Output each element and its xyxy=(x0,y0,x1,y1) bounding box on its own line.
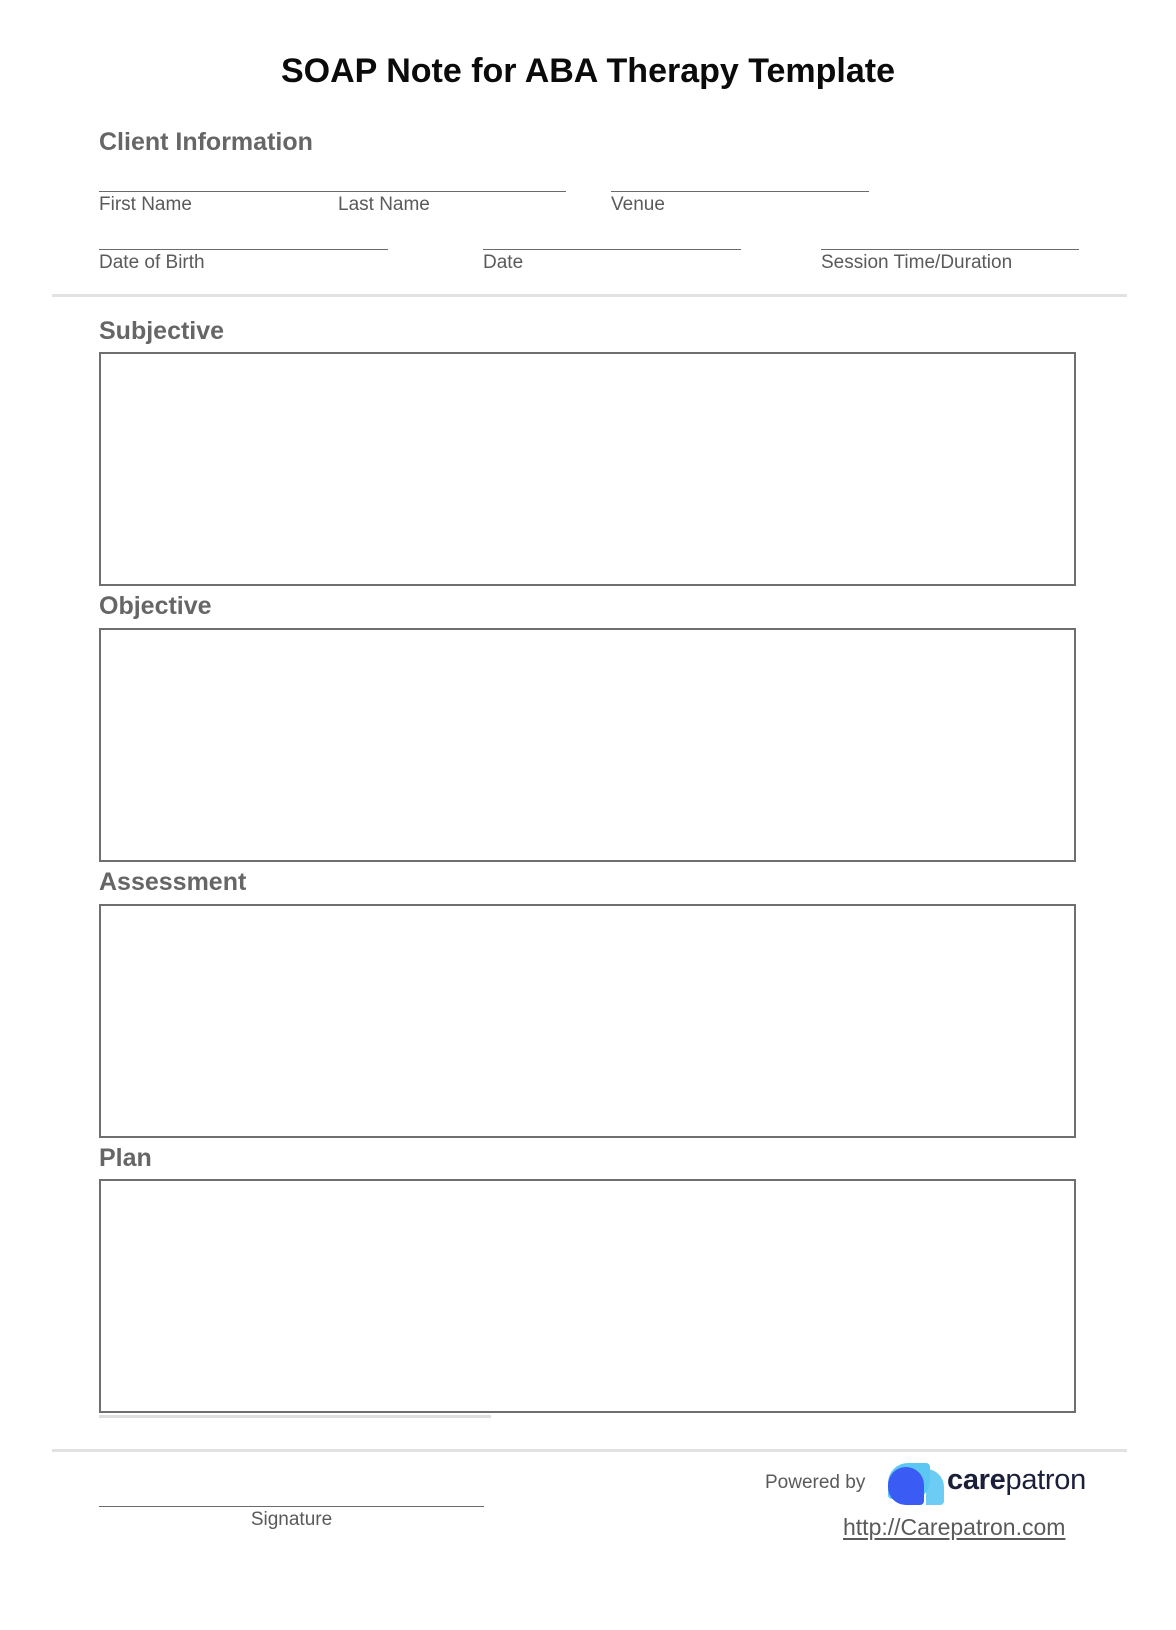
last-name-label: Last Name xyxy=(338,194,430,215)
signature-field-line[interactable] xyxy=(99,1506,484,1507)
date-of-birth-field-line[interactable] xyxy=(99,249,388,250)
carepatron-url-link[interactable]: http://Carepatron.com xyxy=(843,1514,1066,1540)
date-field-line[interactable] xyxy=(483,249,741,250)
date-of-birth-label: Date of Birth xyxy=(99,252,205,273)
name-field-line[interactable] xyxy=(99,191,566,192)
date-label: Date xyxy=(483,252,524,273)
plan-heading: Plan xyxy=(99,1144,152,1172)
carepatron-brand xyxy=(947,1464,1086,1497)
session-time-field-line[interactable] xyxy=(821,249,1079,250)
assessment-box[interactable] xyxy=(99,904,1076,1138)
subjective-box[interactable] xyxy=(99,352,1076,586)
brand-regular-text: patron xyxy=(1005,1464,1086,1496)
first-name-label: First Name xyxy=(99,194,192,215)
venue-label: Venue xyxy=(611,194,665,215)
client-information-heading: Client Information xyxy=(99,128,313,156)
assessment-heading: Assessment xyxy=(99,868,247,896)
plan-box[interactable] xyxy=(99,1179,1076,1413)
session-time-label: Session Time/Duration xyxy=(821,252,1013,273)
subjective-heading: Subjective xyxy=(99,317,225,345)
powered-by-text: Powered by xyxy=(765,1472,866,1493)
faint-underline xyxy=(99,1415,491,1418)
section-divider xyxy=(52,294,1127,297)
signature-label: Signature xyxy=(250,1509,333,1530)
page-title: SOAP Note for ABA Therapy Template xyxy=(281,52,895,90)
brand-bold-text: care xyxy=(947,1464,1006,1496)
footer-divider xyxy=(52,1449,1127,1452)
carepatron-logo-icon xyxy=(888,1463,948,1505)
venue-field-line[interactable] xyxy=(611,191,869,192)
objective-heading: Objective xyxy=(99,592,212,620)
objective-box[interactable] xyxy=(99,628,1076,862)
